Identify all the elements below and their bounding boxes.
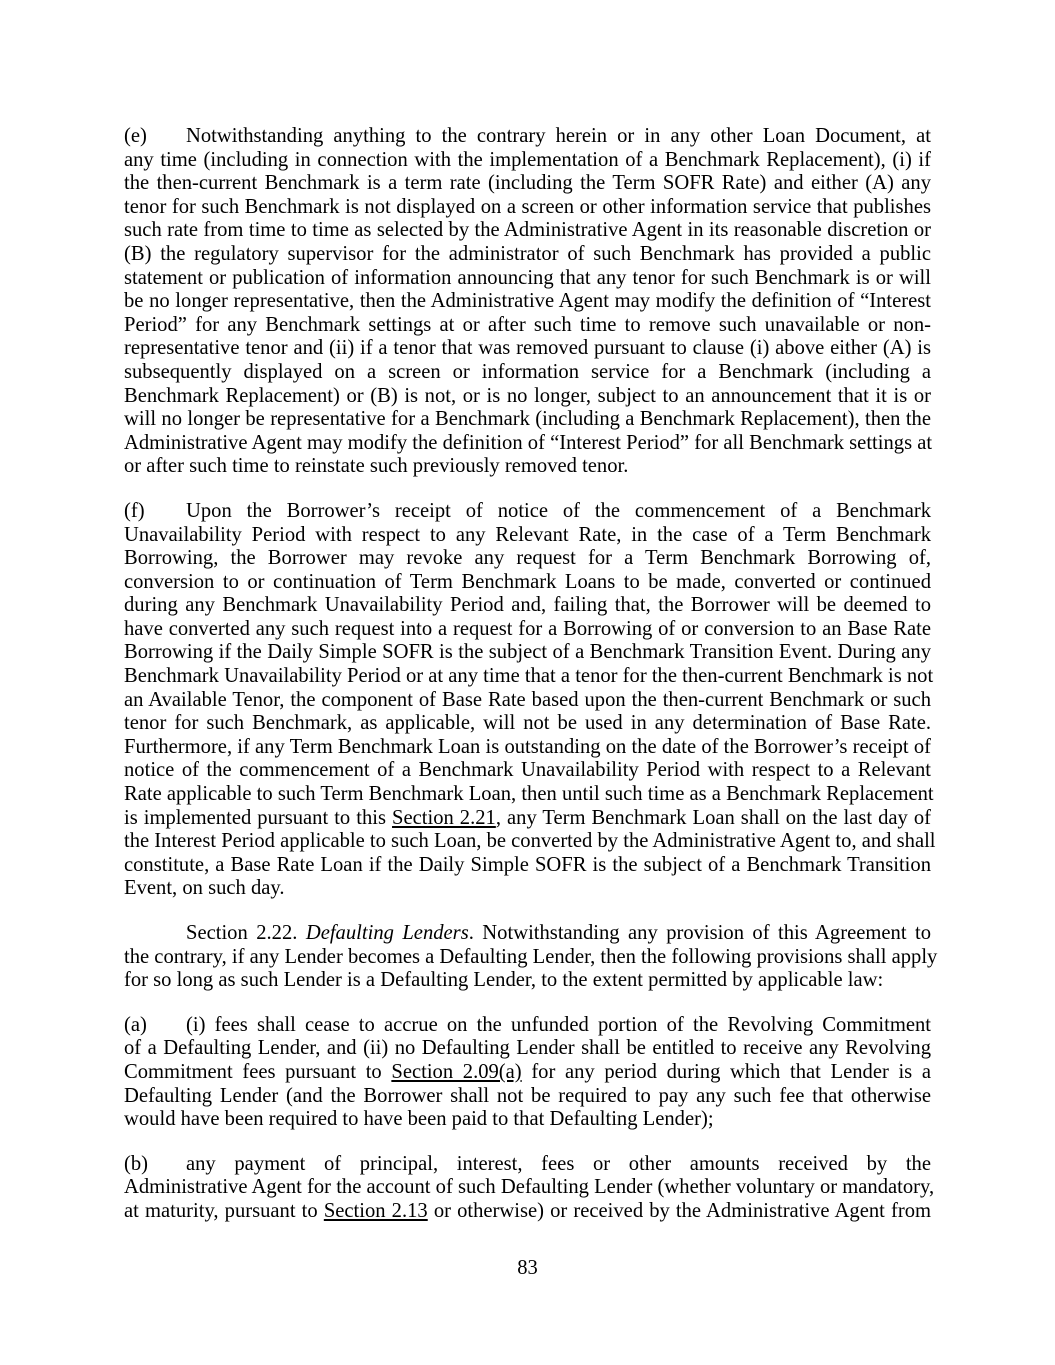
text-line bbox=[124, 618, 931, 642]
text: Unavailability Period with respect to any Relevant Rate, in the case of a Term Benchmark bbox=[124, 523, 931, 546]
paragraph bbox=[124, 125, 931, 479]
text-line bbox=[124, 830, 936, 854]
text-line bbox=[124, 408, 931, 432]
text-line bbox=[124, 969, 931, 993]
paragraph-label: (b) bbox=[124, 1152, 149, 1175]
text: , any Term Benchmark Loan shall on the last day of bbox=[495, 806, 932, 829]
text: for so long as such Lender is a Defaulting Lender, to the extent permitted by applicable law: bbox=[124, 969, 884, 992]
section-heading: Defaulting Lenders bbox=[305, 922, 469, 944]
text-line bbox=[124, 571, 931, 595]
text-line bbox=[124, 172, 931, 196]
text: Notwithstanding anything to the contrary herein or in any other Loan Document, at bbox=[186, 125, 931, 147]
text: the contrary, if any Lender becomes a Defaulting Lender, then the following provisions shall apply bbox=[124, 945, 938, 968]
text: for any period during which that Lender is a bbox=[521, 1060, 931, 1083]
text-line bbox=[124, 432, 931, 456]
text-line bbox=[124, 196, 931, 220]
text-line bbox=[124, 361, 931, 385]
text: (B) the regulatory supervisor for the administrator of such Benchmark has provided a public bbox=[124, 242, 931, 265]
text: Benchmark Unavailability Period or at any time that a tenor for the then-current Benchmark is not bbox=[124, 665, 934, 688]
text: Administrative Agent may modify the definition of “Interest Period” for all Benchmark settings at bbox=[124, 431, 933, 454]
section-reference-link[interactable]: Section 2.09(a) bbox=[391, 1060, 522, 1083]
text: Upon the Borrower’s receipt of notice of the commencement of a Benchmark bbox=[186, 499, 931, 522]
text-line bbox=[124, 547, 931, 571]
text-line bbox=[124, 783, 934, 807]
paragraph-label: (e) bbox=[124, 125, 147, 147]
paragraph bbox=[124, 1152, 935, 1224]
text: the Interest Period applicable to such Loan, be converted by the Administrative Agent to, and shall bbox=[124, 830, 936, 853]
text: Administrative Agent for the account of such Defaulting Lender (whether voluntary or mandatory, bbox=[124, 1176, 935, 1199]
text: conversion to or continuation of Term Benchmark Loans to be made, converted or continued bbox=[124, 570, 931, 593]
text-line bbox=[124, 1014, 931, 1038]
text: notice of the commencement of a Benchmark Unavailability Period with respect to a Relevant bbox=[124, 759, 931, 782]
text-line bbox=[124, 500, 931, 524]
text-line bbox=[124, 385, 931, 409]
text-line bbox=[124, 641, 931, 665]
text: constitute, a Base Rate Loan if the Daily Simple SOFR is the subject of a Benchmark Transition bbox=[124, 853, 931, 876]
text: Defaulting Lender (and the Borrower shall not be required to pay any such fee that otherwise bbox=[124, 1084, 931, 1107]
text-line bbox=[124, 594, 931, 618]
text-line bbox=[124, 1037, 931, 1061]
text-line bbox=[124, 712, 931, 736]
text: or after such time to reinstate such previously removed tenor. bbox=[124, 455, 629, 478]
text: any payment of principal, interest, fees or other amounts received by the bbox=[186, 1152, 931, 1175]
text-line bbox=[124, 1108, 931, 1132]
text: such rate from time to time as selected by the Administrative Agent in its reasonable discretion or bbox=[124, 219, 931, 242]
text-line bbox=[124, 314, 931, 338]
paragraph bbox=[124, 499, 936, 901]
text-line bbox=[124, 524, 931, 548]
text-line bbox=[124, 759, 931, 783]
paragraph-label: (a) bbox=[124, 1013, 147, 1036]
text-line bbox=[124, 1061, 931, 1085]
text-line bbox=[124, 1200, 931, 1224]
text: of a Defaulting Lender, and (ii) no Defaulting Lender shall be entitled to receive any Revolving bbox=[124, 1037, 931, 1060]
text-line bbox=[124, 945, 938, 970]
text: will no longer be representative for a Benchmark (including a Benchmark Replacement), then the bbox=[124, 408, 931, 431]
text-line bbox=[124, 125, 931, 149]
text-line bbox=[124, 243, 931, 267]
paragraph-label: (f) bbox=[124, 499, 145, 522]
section-reference-link[interactable]: Section 2.21 bbox=[392, 806, 496, 829]
text: the then-current Benchmark is a term rate (including the Term SOFR Rate) and either (A) any bbox=[124, 172, 931, 195]
text: Section 2.22. bbox=[186, 922, 306, 944]
text: Event, on such day. bbox=[124, 877, 285, 900]
text: or otherwise) or received by the Administrative Agent from bbox=[427, 1199, 932, 1222]
text-line bbox=[124, 922, 931, 946]
text: Period” for any Benchmark settings at or after such time to remove such unavailable or non- bbox=[124, 313, 931, 336]
text: subsequently displayed on a screen or information service for a Benchmark (including a bbox=[124, 360, 931, 383]
text-line bbox=[124, 736, 931, 760]
text-line bbox=[124, 337, 931, 361]
text-line bbox=[124, 665, 934, 689]
text-line bbox=[124, 877, 931, 901]
text-line bbox=[124, 854, 931, 878]
text: an Available Tenor, the component of Base Rate based upon the then-current Benchmark or such bbox=[124, 688, 931, 711]
text: Commitment fees pursuant to bbox=[124, 1060, 392, 1083]
text-line bbox=[124, 807, 931, 831]
text: Borrowing, the Borrower may revoke any request for a Term Benchmark Borrowing of, bbox=[124, 547, 931, 570]
text: is implemented pursuant to this bbox=[124, 806, 393, 829]
text-line bbox=[124, 689, 931, 713]
text-line bbox=[124, 1176, 935, 1200]
text: Furthermore, if any Term Benchmark Loan is outstanding on the date of the Borrower’s receipt of bbox=[124, 735, 931, 758]
text-line bbox=[124, 219, 931, 243]
text: (i) fees shall cease to accrue on the unfunded portion of the Revolving Commitment bbox=[186, 1013, 931, 1036]
text: during any Benchmark Unavailability Period and, failing that, the Borrower will be deemed to bbox=[124, 594, 931, 617]
paragraph bbox=[124, 1014, 931, 1132]
text-line bbox=[124, 149, 931, 173]
text: Rate applicable to such Term Benchmark Loan, then until such time as a Benchmark Replacement bbox=[124, 783, 934, 806]
text: would have been required to have been paid to that Defaulting Lender); bbox=[124, 1108, 714, 1131]
text-line bbox=[124, 290, 931, 314]
text-line bbox=[124, 267, 931, 291]
document-body bbox=[124, 125, 938, 1245]
text: at maturity, pursuant to bbox=[124, 1199, 324, 1222]
text: be no longer representative, then the Administrative Agent may modify the definition of “Interest bbox=[124, 290, 931, 313]
section-reference-link[interactable]: Section 2.13 bbox=[323, 1199, 428, 1222]
text: Borrowing if the Daily Simple SOFR is the subject of a Benchmark Transition Event. During any bbox=[124, 641, 931, 664]
text-line bbox=[124, 1085, 931, 1109]
page-number: 83 bbox=[517, 1257, 538, 1279]
text: . Notwithstanding any provision of this Agreement to bbox=[468, 922, 931, 944]
text-line bbox=[124, 455, 931, 479]
text: statement or publication of information announcing that any tenor for such Benchmark is or will bbox=[124, 266, 931, 289]
text: any time (including in connection with the implementation of a Benchmark Replacement), (i) if bbox=[124, 148, 931, 171]
text: tenor for such Benchmark is not displayed on a screen or other information service that publishes bbox=[124, 195, 931, 218]
text: representative tenor and (ii) if a tenor that was removed pursuant to clause (i) above either (A) is bbox=[124, 337, 931, 360]
text: Benchmark Replacement) or (B) is not, or is no longer, subject to an announcement that it is or bbox=[124, 384, 931, 407]
paragraph bbox=[124, 922, 938, 993]
text: have converted any such request into a request for a Borrowing of or conversion to an Base Rate bbox=[124, 617, 931, 640]
text: tenor for such Benchmark, as applicable, will not be used in any determination of Base Rate. bbox=[124, 712, 931, 735]
text-line bbox=[124, 1153, 931, 1177]
